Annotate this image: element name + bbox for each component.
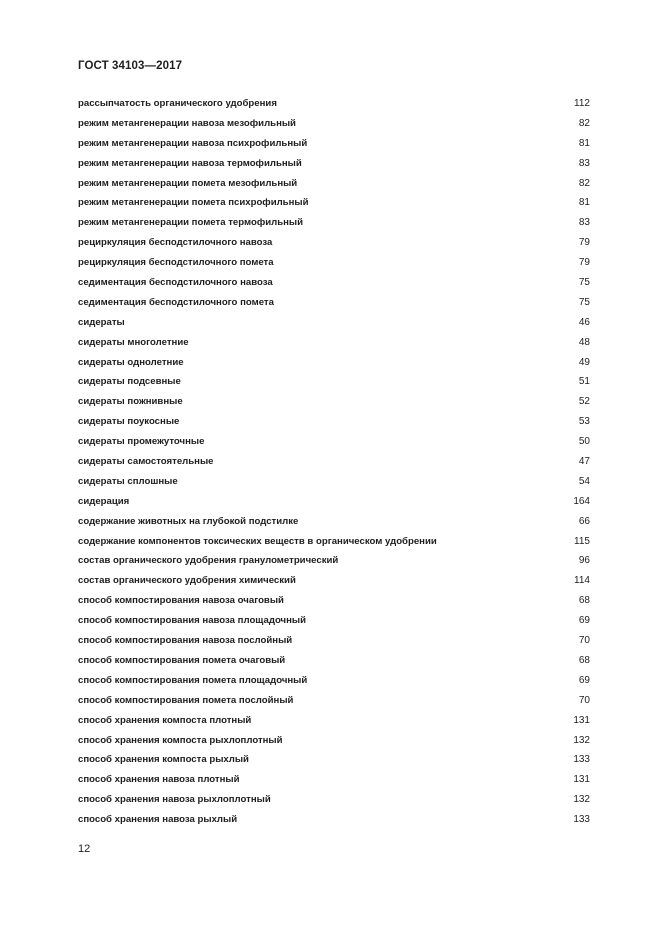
index-entry	[78, 553, 590, 573]
index-page-ref: 46	[578, 316, 590, 328]
index-term: состав органического удобрения химический	[78, 575, 296, 587]
index-term: способ хранения компоста плотный	[78, 714, 252, 726]
index-entry	[78, 772, 590, 792]
index-page-ref: 81	[578, 137, 590, 149]
index-entry	[78, 116, 590, 136]
index-term: содержание животных на глубокой подстилке	[78, 515, 299, 527]
index-entry	[78, 752, 590, 772]
index-page-ref: 69	[578, 674, 590, 686]
index-entry	[78, 215, 590, 235]
index-entry	[78, 255, 590, 275]
index-entry	[78, 534, 590, 554]
index-page-ref: 53	[578, 416, 590, 428]
index-page-ref: 48	[578, 336, 590, 348]
index-page-ref: 69	[578, 615, 590, 627]
index-term: способ компостирования помета площадочный	[78, 674, 308, 686]
index-page-ref: 83	[578, 217, 590, 229]
index-entry	[78, 335, 590, 355]
index-term: способ компостирования помета послойный	[78, 694, 294, 706]
index-term: сидераты сплошные	[78, 475, 178, 487]
index-entry	[78, 295, 590, 315]
index-entry	[78, 812, 590, 832]
index-page-ref: 51	[578, 376, 590, 388]
index-term: способ хранения навоза рыхлоплотный	[78, 794, 271, 806]
index-page-ref: 133	[573, 754, 590, 766]
index-term: способ хранения навоза рыхлый	[78, 814, 238, 826]
index-term: сидераты поукосные	[78, 416, 180, 428]
index-page-ref: 50	[578, 436, 590, 448]
index-page-ref: 132	[573, 734, 590, 746]
index-page-ref: 79	[578, 257, 590, 269]
index-term: сидераты однолетние	[78, 356, 184, 368]
index-page-ref: 82	[578, 177, 590, 189]
index-entry	[78, 713, 590, 733]
index-entry	[78, 394, 590, 414]
index-term: сидераты самостоятельные	[78, 456, 214, 468]
index-entry	[78, 454, 590, 474]
index-page-ref: 131	[573, 714, 590, 726]
index-term: состав органического удобрения гранулометрический	[78, 555, 339, 567]
index-page-ref: 68	[578, 654, 590, 666]
index-term: режим метангенерации навоза термофильный	[78, 157, 302, 169]
index-page-ref: 131	[573, 774, 590, 786]
index-page-ref: 66	[578, 515, 590, 527]
index-term: способ хранения компоста рыхлоплотный	[78, 734, 283, 746]
index-entry	[78, 275, 590, 295]
index-entry	[78, 156, 590, 176]
index-page-ref: 133	[573, 814, 590, 826]
index-entry	[78, 374, 590, 394]
index-page-ref: 49	[578, 356, 590, 368]
index-page-ref: 82	[578, 117, 590, 129]
index-entry	[78, 514, 590, 534]
index-entry	[78, 195, 590, 215]
index-entry	[78, 176, 590, 196]
index-term: режим метангенерации помета психрофильный	[78, 197, 309, 209]
index-entry	[78, 474, 590, 494]
index-term: сидераты подсевные	[78, 376, 181, 388]
index-page-ref: 114	[574, 575, 590, 587]
index-term: режим метангенерации навоза мезофильный	[78, 117, 296, 129]
index-page-ref: 96	[578, 555, 590, 567]
index-entry	[78, 414, 590, 434]
index-term: способ компостирования навоза площадочный	[78, 615, 307, 627]
index-term: способ компостирования навоза послойный	[78, 635, 293, 647]
index-term: режим метангенерации помета термофильный	[78, 217, 303, 229]
index-entry	[78, 693, 590, 713]
index-term: сидераты	[78, 316, 125, 328]
index-term: рециркуляция бесподстилочного навоза	[78, 237, 273, 249]
index-term: сидераты промежуточные	[78, 436, 205, 448]
index-term: способ компостирования навоза очаговый	[78, 595, 284, 607]
index-entry	[78, 593, 590, 613]
index-page-ref: 70	[578, 694, 590, 706]
index-page-ref: 83	[578, 157, 590, 169]
index-term: режим метангенерации помета мезофильный	[78, 177, 298, 189]
index-entry	[78, 792, 590, 812]
index-list	[78, 96, 590, 832]
index-term: сидерация	[78, 495, 130, 507]
index-term: содержание компонентов токсических веществ в органическом удобрении	[78, 535, 437, 547]
index-term: седиментация бесподстилочного помета	[78, 296, 274, 308]
index-entry	[78, 136, 590, 156]
index-page-ref: 54	[578, 475, 590, 487]
index-term: способ хранения навоза плотный	[78, 774, 240, 786]
index-term: сидераты многолетние	[78, 336, 189, 348]
index-page-ref: 52	[578, 396, 590, 408]
index-term: способ компостирования помета очаговый	[78, 654, 286, 666]
index-entry	[78, 355, 590, 375]
index-term: седиментация бесподстилочного навоза	[78, 277, 273, 289]
index-entry	[78, 235, 590, 255]
index-page-ref: 75	[578, 277, 590, 289]
index-page-ref: 47	[578, 456, 590, 468]
index-entry	[78, 613, 590, 633]
page-number: 12	[78, 843, 91, 855]
index-term: способ хранения компоста рыхлый	[78, 754, 249, 766]
index-entry	[78, 315, 590, 335]
index-page-ref: 164	[573, 495, 590, 507]
index-term: рассыпчатость органического удобрения	[78, 98, 277, 109]
index-entry	[78, 673, 590, 693]
index-page-ref: 75	[578, 296, 590, 308]
document-header: ГОСТ 34103—2017	[78, 60, 183, 72]
index-entry	[78, 573, 590, 593]
index-page-ref: 81	[578, 197, 590, 209]
index-page-ref: 112	[574, 98, 590, 109]
index-page-ref: 132	[573, 794, 590, 806]
index-term: режим метангенерации навоза психрофильный	[78, 137, 308, 149]
index-entry	[78, 434, 590, 454]
index-entry	[78, 494, 590, 514]
index-page-ref: 79	[578, 237, 590, 249]
index-page-ref: 68	[578, 595, 590, 607]
index-term: рециркуляция бесподстилочного помета	[78, 257, 274, 269]
index-entry	[78, 96, 590, 116]
index-term: сидераты пожнивные	[78, 396, 183, 408]
index-page-ref: 115	[574, 535, 590, 547]
index-entry	[78, 733, 590, 753]
index-entry	[78, 633, 590, 653]
index-entry	[78, 653, 590, 673]
index-page-ref: 70	[578, 635, 590, 647]
